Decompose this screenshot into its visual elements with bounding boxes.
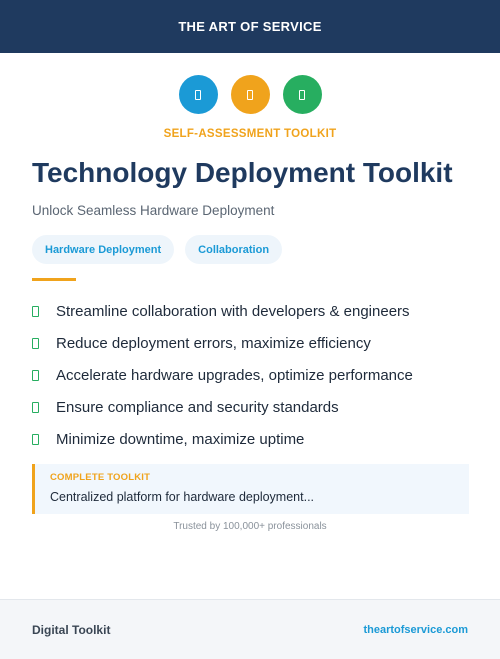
brand-title: THE ART OF SERVICE bbox=[178, 19, 322, 34]
footer bbox=[0, 599, 500, 659]
eyebrow-label: SELF-ASSESSMENT TOOLKIT bbox=[163, 128, 337, 140]
check-icon bbox=[32, 338, 39, 349]
page-title: Technology Deployment Toolkit bbox=[32, 157, 453, 188]
feature-text: Ensure compliance and security standards bbox=[56, 398, 339, 416]
icon-row bbox=[0, 75, 500, 114]
toolkit-callout bbox=[32, 464, 469, 514]
green-badge-icon bbox=[283, 75, 322, 114]
feature-item bbox=[32, 391, 413, 423]
footer-link[interactable]: theartofservice.com bbox=[363, 623, 468, 636]
feature-text: Accelerate hardware upgrades, optimize performance bbox=[56, 366, 413, 384]
footer-label: Digital Toolkit bbox=[32, 622, 111, 637]
orange-badge-icon bbox=[231, 75, 270, 114]
feature-list bbox=[32, 295, 413, 455]
feature-item bbox=[32, 423, 413, 455]
callout-text: Centralized platform for hardware deployment... bbox=[50, 490, 315, 504]
accent-divider bbox=[32, 278, 76, 281]
header-banner bbox=[0, 0, 500, 53]
check-icon bbox=[32, 402, 39, 413]
tag-list bbox=[32, 235, 282, 264]
tag-hardware-deployment[interactable]: Hardware Deployment bbox=[32, 235, 174, 264]
feature-item bbox=[32, 295, 413, 327]
check-icon bbox=[32, 306, 39, 317]
page-subtitle: Unlock Seamless Hardware Deployment bbox=[32, 203, 275, 218]
trust-line: Trusted by 100,000+ professionals bbox=[173, 521, 327, 532]
feature-text: Minimize downtime, maximize uptime bbox=[56, 430, 305, 448]
feature-text: Streamline collaboration with developers & engineers bbox=[56, 302, 410, 320]
callout-label: COMPLETE TOOLKIT bbox=[50, 472, 151, 483]
feature-item bbox=[32, 359, 413, 391]
feature-text: Reduce deployment errors, maximize efficiency bbox=[56, 334, 371, 352]
feature-item bbox=[32, 327, 413, 359]
blue-badge-icon bbox=[179, 75, 218, 114]
check-icon bbox=[32, 434, 39, 445]
check-icon bbox=[32, 370, 39, 381]
tag-collaboration[interactable]: Collaboration bbox=[185, 235, 282, 264]
